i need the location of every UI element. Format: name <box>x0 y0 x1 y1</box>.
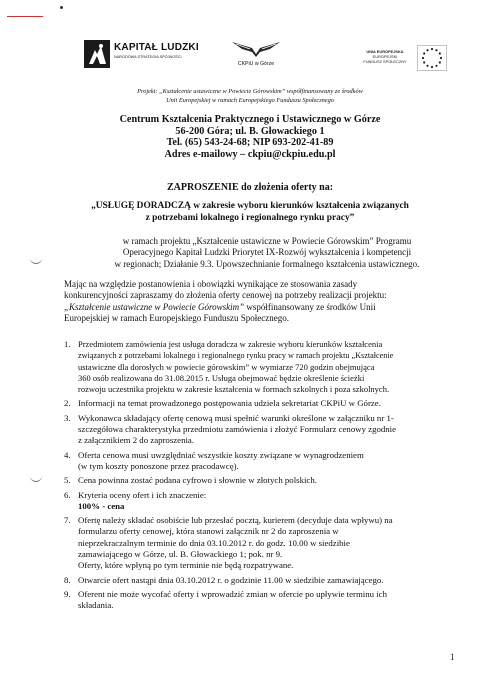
list-item <box>64 515 464 571</box>
list-item-number: 3. <box>64 412 71 423</box>
eu-stars-icon <box>417 45 447 71</box>
subject-line: „USŁUGĘ DORADCZĄ w zakresie wyboru kierunków kształcenia związanych <box>91 201 409 211</box>
kapital-ludzki-subtitle: NARODOWA STRATEGIA SPÓJNOŚCI <box>114 55 182 59</box>
numbered-list <box>64 339 464 615</box>
list-item-line: Oferty, które wpłyną po tym terminie nie będą rozpatrywane. <box>78 560 294 571</box>
list-item-line: ustawiczne dla dorosłych w powiecie górowskim” w wymiarze 720 godzin obejmująca <box>78 361 375 372</box>
ckpiu-label: CKPiU w Górze <box>237 61 275 67</box>
project-frame-paragraph <box>92 236 442 270</box>
list-item-number: 7. <box>64 515 71 526</box>
list-item <box>64 339 464 395</box>
project-line-text: Projekt: „Kształcenie ustawiczne w Powiecie Górowskim” współfinansowany ze środków <box>137 88 363 95</box>
project-line-text: Unii Europejskiej w ramach Europejskiego Funduszu Społecznego <box>166 97 334 104</box>
project-frame-line: w ramach projektu „Kształcenie ustawiczne w Powiecie Górowskim” Programu <box>122 236 412 246</box>
list-item-line: Kryteria oceny ofert i ich znaczenie: <box>78 489 207 500</box>
document-title: ZAPROSZENIE do złożenia oferty na: <box>166 182 334 193</box>
margin-mark <box>30 475 42 482</box>
kapital-ludzki-logo <box>84 38 199 68</box>
list-item-line: składania. <box>78 600 114 611</box>
organization-phone: Tel. (65) 543-24-68; NIP 693-202-41-89 <box>166 137 334 148</box>
list-item-line: Otwarcie ofert nastąpi dnia 03.10.2012 r. o godzinie 11.00 w siedzibie zamawiającego. <box>78 574 384 585</box>
kapital-ludzki-icon <box>84 40 110 68</box>
page-number: 1 <box>450 652 455 662</box>
list-item-line: Oferent nie może wycofać oferty i wprowadzić zmian w ofercie po upływie terminu ich <box>78 588 387 599</box>
list-item-line: Informacji na temat prowadzonego postępowania udziela sekretariat CKPiU w Górze. <box>78 398 381 409</box>
list-item <box>64 450 464 473</box>
organization-name: Centrum Kształcenia Praktycznego i Ustawicznego w Górze <box>119 114 381 125</box>
organization-email: Adres e-mailowy – ckpiu@ckpiu.edu.pl <box>164 148 336 160</box>
list-item-number: 5. <box>64 475 71 486</box>
intro-line: konkurencyjności zapraszamy do złożenia oferty cenowej na potrzeby realizacji projektu: <box>64 290 387 301</box>
list-item <box>64 413 464 447</box>
list-item-line: (w tym koszty ponoszone przez pracodawcę). <box>78 460 239 471</box>
list-item <box>64 490 464 513</box>
eu-logo-text <box>360 49 410 64</box>
project-frame-line: Operacyjnego Kapitał Ludzki Priorytet IX-Rozwój wykształcenia i kompetencji <box>122 247 412 258</box>
project-frame-line: w regionach; Działanie 9.3. Upowszechnianie formalnego kształcenia ustawicznego. <box>114 258 420 269</box>
document-subject <box>50 201 450 224</box>
eu-logo-line: EUROPEJSKI <box>372 54 398 59</box>
list-item-number: 9. <box>64 588 71 599</box>
intro-project-name: „Kształcenie ustawiczne w Powiecie Górowskim” <box>64 301 245 312</box>
project-line <box>50 87 450 105</box>
list-item-line: 360 osób realizowana do 31.08.2015 r. Usługa obejmować będzie określenie ścieżki <box>78 372 365 383</box>
list-item-line: szczegółowa charakterystyka przedmiotu zamówienia i złożyć Formularz cenowy zgodnie <box>78 424 397 435</box>
list-item-line: Oferta cenowa musi uwzględniać wszystkie koszty związane w wynagrodzeniem <box>78 449 364 460</box>
intro-paragraph <box>64 279 449 324</box>
eu-logo-line: FUNDUSZ SPOŁECZNY <box>363 59 407 64</box>
list-item-number: 4. <box>64 449 71 460</box>
criteria-value: 100% - cena <box>78 500 125 511</box>
list-item-line: rozwoju uczestnika projektu w zakresie kształcenia w formach szkolnych i poza szkolnych. <box>78 384 390 395</box>
list-item-number: 8. <box>64 574 71 585</box>
list-item <box>64 575 464 586</box>
subject-line: z potrzebami lokalnego i regionalnego rynku pracy” <box>145 212 355 223</box>
list-item-line: Cena powinna zostać podana cyfrowo i słownie w złotych polskich. <box>78 475 317 486</box>
list-item-line: Przedmiotem zamówienia jest usługa doradcza w zakresie wyboru kierunków kształcenia <box>78 339 383 349</box>
ckpiu-logo <box>226 40 286 74</box>
intro-line: Europejskiej w ramach Europejskiego Funduszu Społecznego. <box>64 312 289 323</box>
list-item-number: 1. <box>64 339 71 349</box>
list-item-line: nieprzekraczalnym terminie do dnia 03.10.2012 r. do godz. 10.00 w siedzibie <box>78 537 350 548</box>
list-item-line: z załącznikiem 2 do zaproszenia. <box>78 435 195 446</box>
list-item <box>64 398 464 409</box>
eu-logo-line: UNIA EUROPEJSKA <box>366 49 404 54</box>
list-item-line: zamawiającego w Górze, ul. B. Głowackiego 1; pok. nr 9. <box>78 549 283 560</box>
list-item <box>64 475 464 486</box>
intro-line <box>64 302 449 313</box>
corner-rule <box>7 16 43 17</box>
list-item-line: Wykonawca składający ofertę cenową musi spełnić warunki określone w załączniku nr 1- <box>78 412 394 423</box>
list-item-line: Ofertę należy składać osobiście lub przesłać pocztą, kurierem (decyduje data wpływu) na <box>78 515 393 526</box>
list-item-number: 2. <box>64 398 71 409</box>
corner-dot <box>60 6 63 9</box>
list-item-number: 6. <box>64 489 71 500</box>
kapital-ludzki-title: KAPITAŁ LUDZKI <box>114 42 199 53</box>
list-item-line: formularzu oferty cenowej, która stanowi załącznik nr 2 do zaproszenia w <box>78 526 339 537</box>
organization-address: 56-200 Góra; ul. B. Głowackiego 1 <box>175 125 325 137</box>
list-item-line: związanych z potrzebami lokalnego i regionalnego rynku pracy w ramach projektu „Kształcenie <box>78 351 394 361</box>
eu-logo <box>360 45 460 77</box>
intro-line-rest: współfinansowany ze środków Unii <box>244 301 376 312</box>
margin-mark <box>30 257 42 264</box>
ckpiu-wing-icon <box>230 40 282 58</box>
organization-block <box>50 114 450 160</box>
list-item <box>64 589 464 612</box>
intro-line: Mając na względzie postanowienia i obowiązki wynikające ze stosowania zasady <box>64 279 358 289</box>
